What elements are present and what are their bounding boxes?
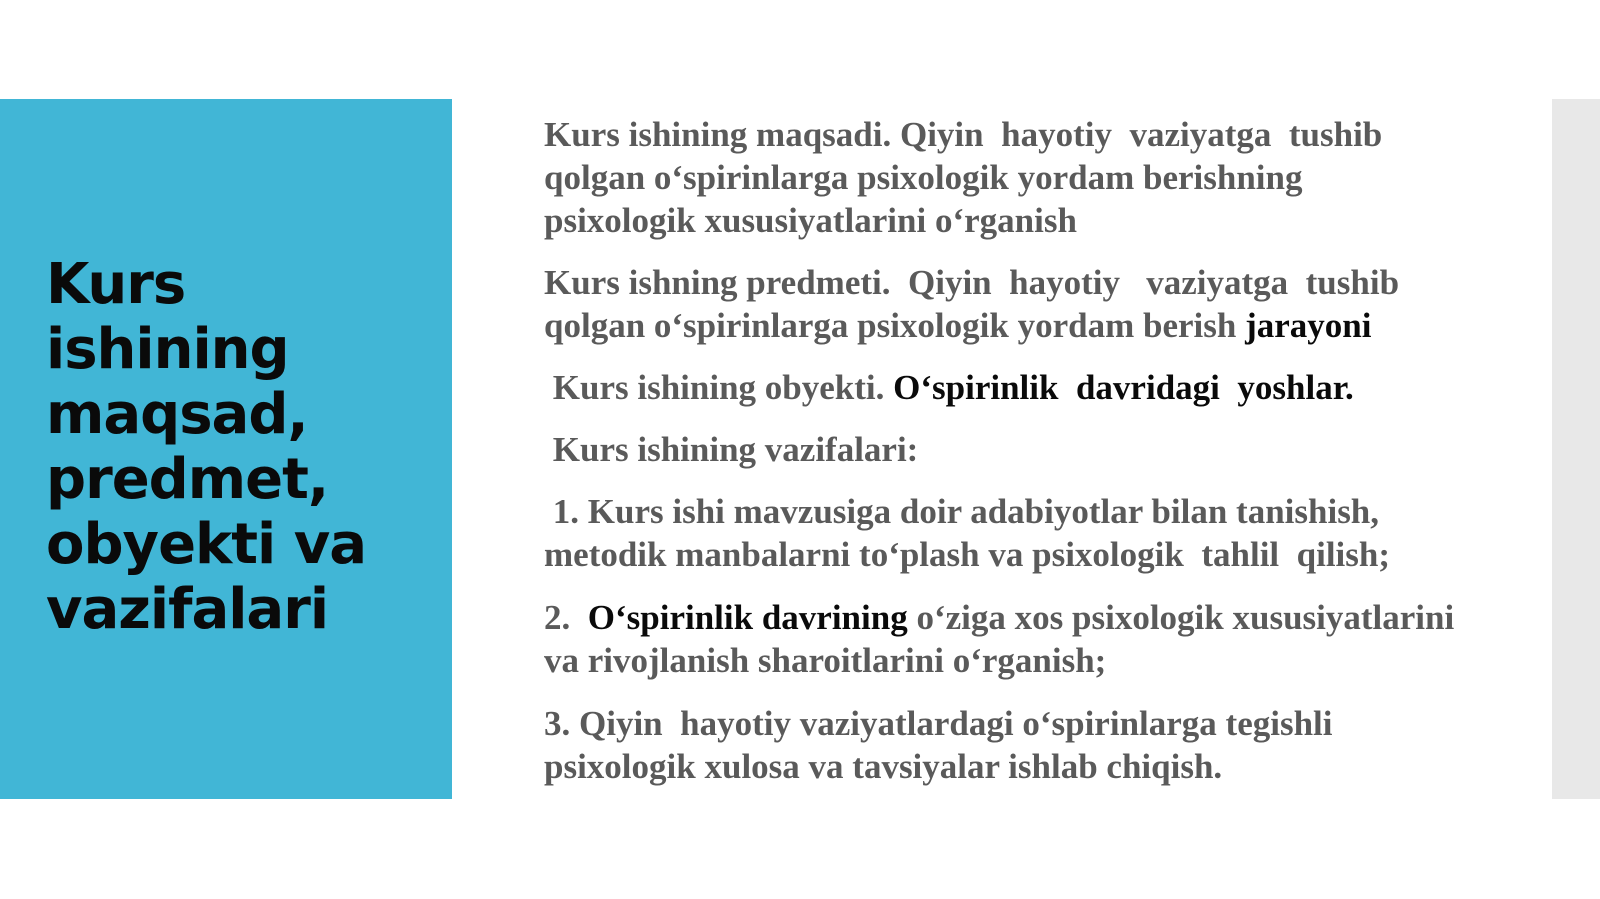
list-item-line: Kurs ishining obyekti. O‘spirinlik davridagi yoshlar. xyxy=(544,368,1354,407)
list-item-line: va rivojlanish sharoitlarini o‘rganish; xyxy=(544,641,1107,680)
list-item-line: 3. Qiyin hayotiy vaziyatlardagi o‘spirinlarga tegishli xyxy=(544,704,1333,743)
slide-title: Kurs ishining maqsad, predmet, obyekti va vazifalari xyxy=(46,252,367,642)
list-item-line: 1. Kurs ishi mavzusiga doir adabiyotlar bilan tanishish, xyxy=(544,492,1380,531)
list-item-line: psixologik xulosa va tavsiyalar ishlab chiqish. xyxy=(544,747,1223,786)
list-item-line: psixologik xususiyatlarini o‘rganish xyxy=(544,201,1077,240)
list-item-line: qolgan o‘spirinlarga psixologik yordam berishning xyxy=(544,158,1303,197)
list-item-line: Kurs ishining vazifalari: xyxy=(544,430,919,469)
list-item-line: 2. O‘spirinlik davrining o‘ziga xos psixologik xususiyatlarini xyxy=(544,598,1455,637)
list-item-line: Kurs ishning predmeti. Qiyin hayotiy vaziyatga tushib xyxy=(544,263,1400,302)
list-item-line: Kurs ishining maqsadi. Qiyin hayotiy vaziyatga tushib xyxy=(544,115,1383,154)
list-item-line: metodik manbalarni to‘plash va psixologik tahlil qilish; xyxy=(544,535,1391,574)
right-decorative-strip xyxy=(1552,99,1600,799)
list-item-line: qolgan o‘spirinlarga psixologik yordam berish jarayoni xyxy=(544,306,1372,345)
